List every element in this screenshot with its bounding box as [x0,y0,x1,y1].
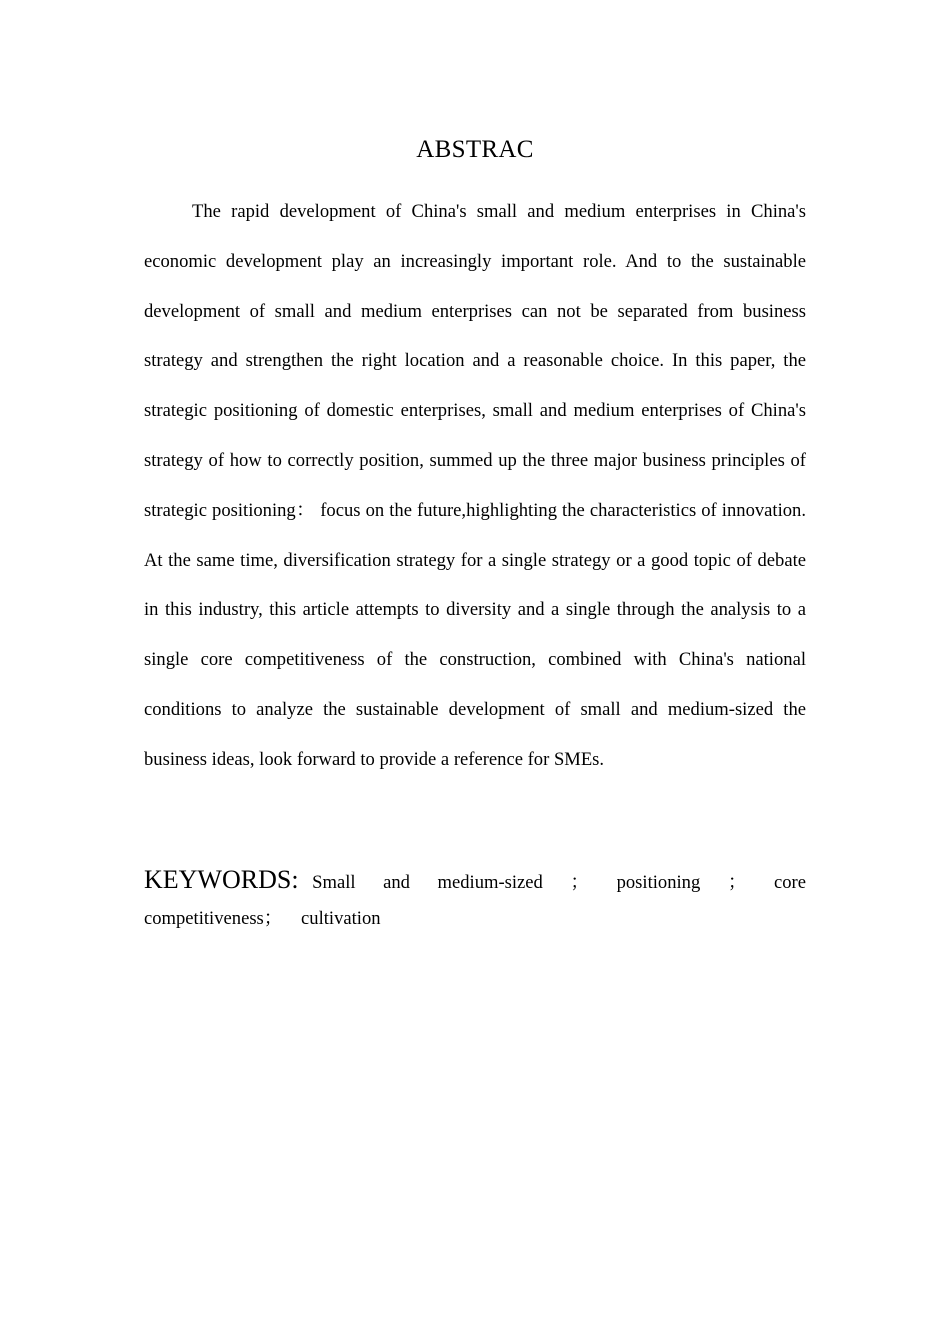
keywords-label: KEYWORDS: [144,865,299,894]
keywords-text: Small and medium-sized ； positioning ； core competitiveness； cultivation [144,872,806,929]
abstract-body [144,187,806,785]
keywords-line [144,862,806,937]
abstract-paragraph: The rapid development of China's small and medium enterprises in China's economic development play an increasingly important role. And to the sustainable development of small and medium enterprises can not be separated from business strategy and strengthen the right location and a reasonable choice. In this paper, the strategic positioning of domestic enterprises, small and medium enterprises of China's strategy of how to correctly position, summed up the three major business principles of strategic positioning： focus on the future,highlighting the characteristics of innovation. At the same time, diversification strategy for a single strategy or a good topic of debate in this industry, this article attempts to diversity and a single through the analysis to a single core competitiveness of the construction, combined with China's national conditions to analyze the sustainable development of small and medium-sized the business ideas, look forward to provide a reference for SMEs. [144,201,806,770]
abstract-title: ABSTRAC [416,136,534,163]
